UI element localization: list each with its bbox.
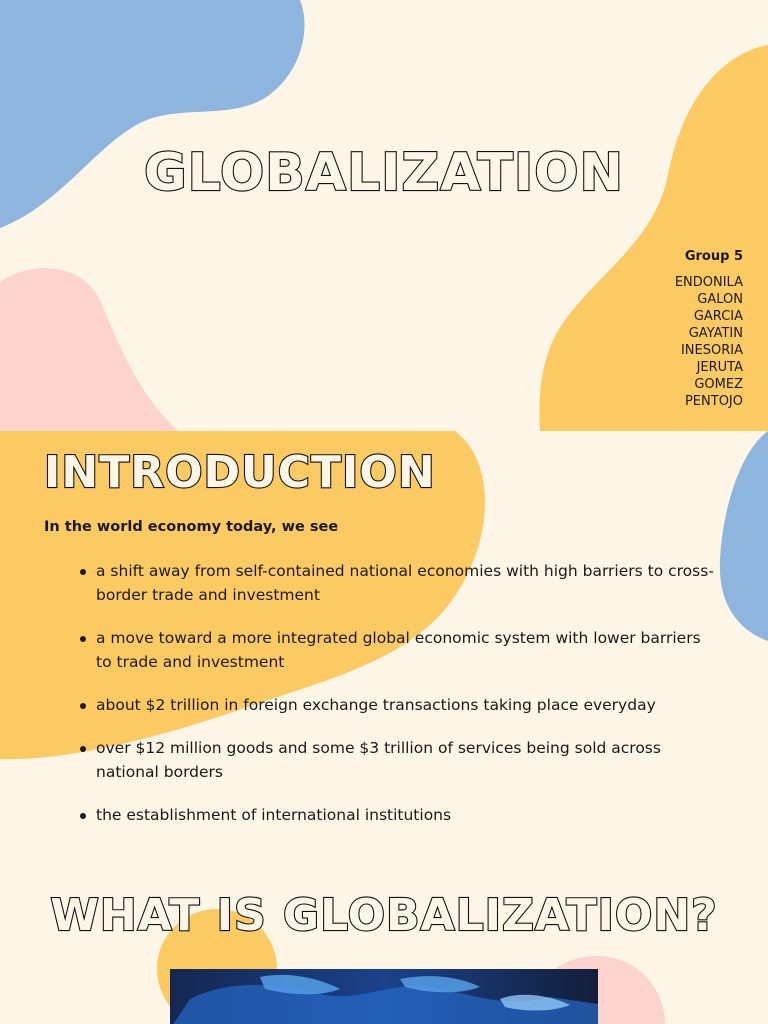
section-title: WHAT IS GLOBALIZATION?: [50, 890, 718, 941]
member-name: GALON: [697, 292, 743, 307]
member-name: PENTOJO: [684, 394, 743, 409]
member-list: [675, 274, 743, 410]
bullet-item: a shift away from self-contained national economies with high barriers to cross-border trade and investment: [80, 559, 720, 607]
bullet-item: about $2 trillion in foreign exchange transactions taking place everyday: [80, 693, 720, 717]
section-title: INTRODUCTION: [44, 447, 436, 498]
introduction-slide: [0, 431, 768, 856]
title-slide: [0, 0, 768, 431]
world-map-photo-icon: [170, 969, 598, 1024]
bullet-item: a move toward a more integrated global economic system with lower barriers to trade and investment: [80, 626, 720, 674]
member-name: GAYATIN: [688, 326, 743, 341]
group-info: [675, 248, 743, 410]
member-name: ENDONILA: [674, 275, 743, 290]
group-label: Group 5: [684, 249, 743, 264]
member-name: GARCIA: [693, 309, 743, 324]
bullet-item: the establishment of international institutions: [80, 803, 720, 827]
member-name: INESORIA: [680, 343, 743, 358]
what-is-globalization-slide: [0, 856, 768, 1024]
member-name: JERUTA: [696, 360, 743, 375]
intro-lead-text: In the world economy today, we see: [44, 519, 339, 535]
bullet-item: over $12 million goods and some $3 trillion of services being sold across national borders: [80, 736, 720, 784]
member-name: GOMEZ: [694, 377, 743, 392]
bullet-list: [80, 559, 720, 827]
pink-blob: [0, 268, 178, 431]
decorative-blobs: [0, 0, 768, 431]
blue-blob: [720, 431, 768, 641]
presentation-title: GLOBALIZATION: [144, 143, 624, 203]
